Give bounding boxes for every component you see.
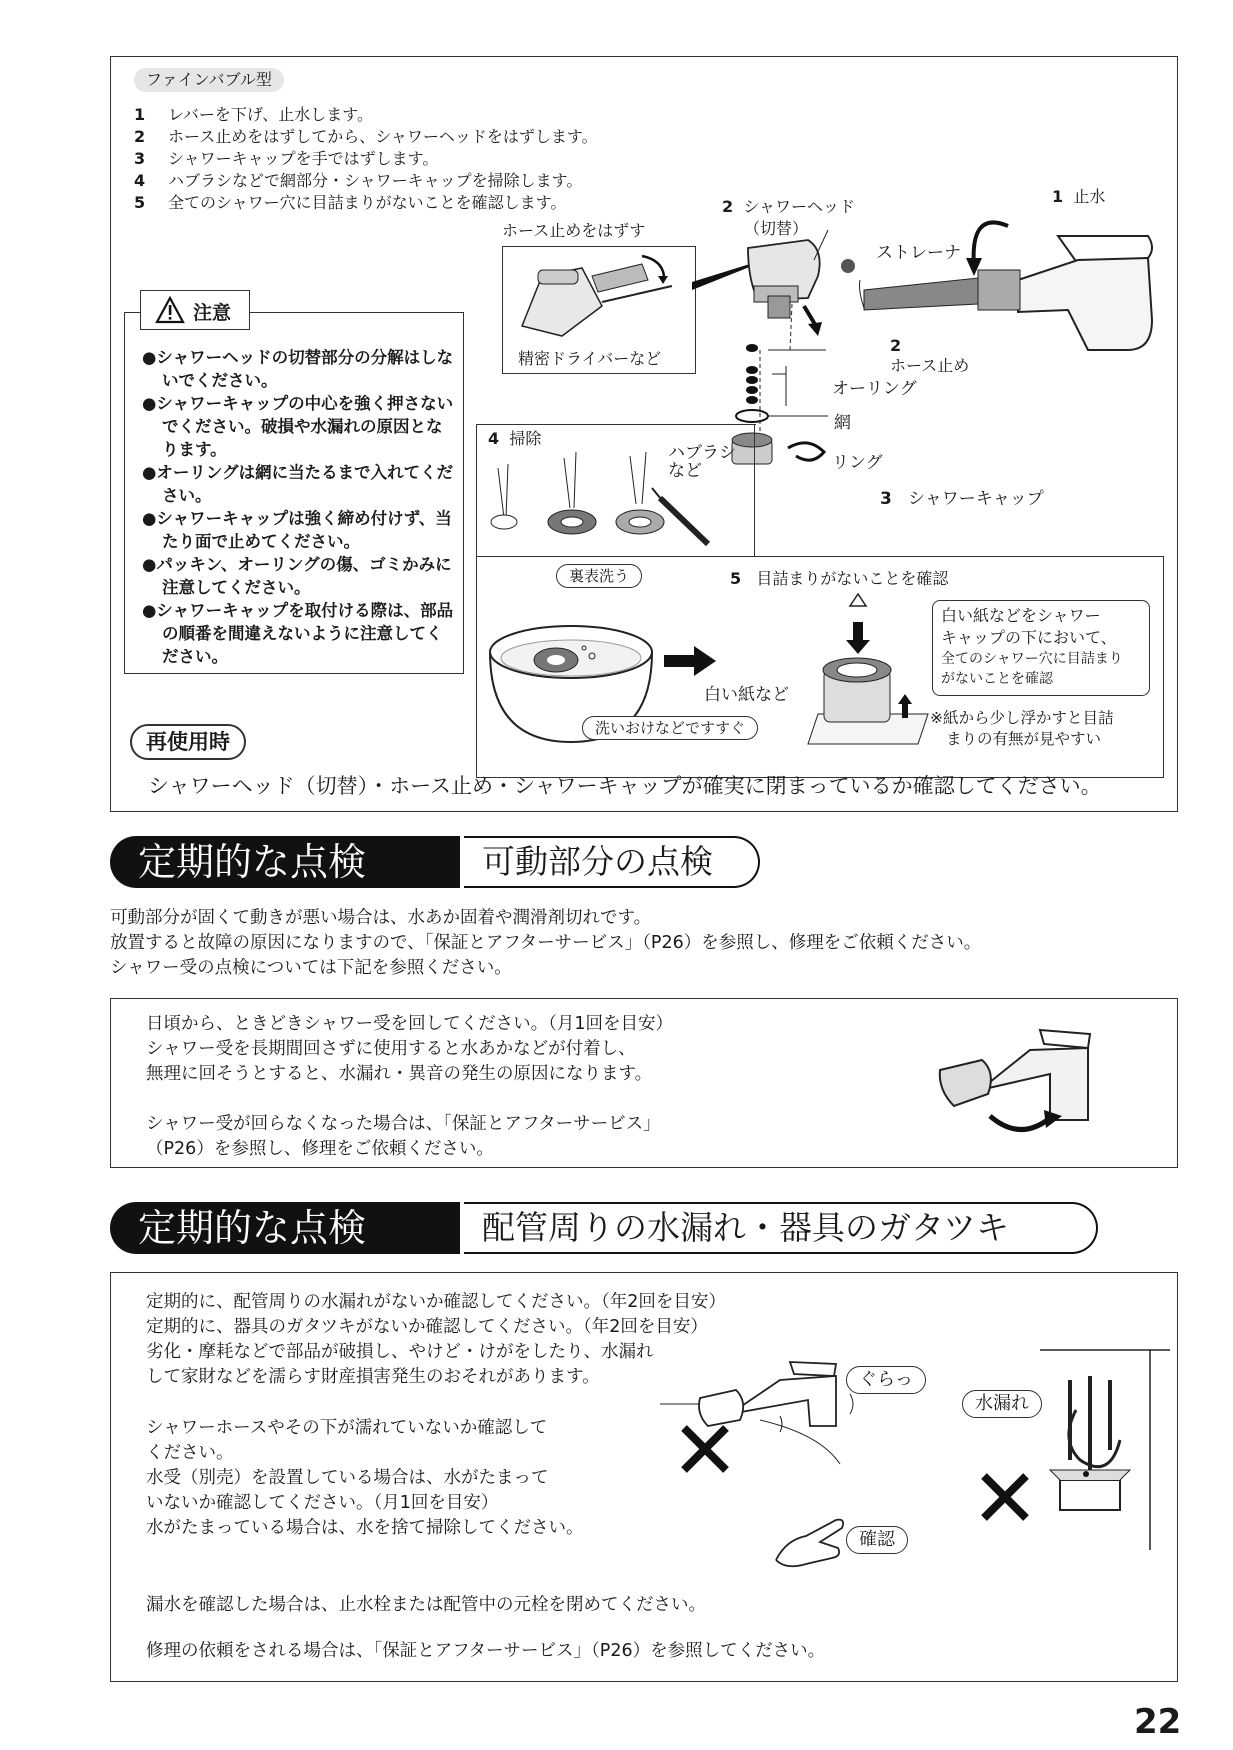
warning-icon xyxy=(155,296,185,324)
piping-line: 定期的に、器具のガタツキがないか確認してください。（年2回を目安） xyxy=(146,1317,708,1337)
intro-line: 放置すると故障の原因になりますので、「保証とアフターサービス」（P26）を参照し、修理をご依頼ください。 xyxy=(110,933,982,953)
page-number: 22 xyxy=(1134,1702,1182,1742)
x-mark-icon xyxy=(980,1472,1030,1522)
leak-action-text: 漏水を確認した場合は、止水栓または配管中の元栓を閉めてください。 xyxy=(146,1595,706,1615)
piping-line: シャワーホースやその下が濡れていないか確認して xyxy=(146,1418,548,1438)
intro-line: シャワー受の点検については下記を参照ください。 xyxy=(110,958,512,978)
section-piping-subtitle: 配管周りの水漏れ・器具のガタツキ xyxy=(464,1202,1098,1254)
wash-both-tag: 裏表洗う xyxy=(556,564,642,588)
driver-label: 精密ドライバーなど xyxy=(518,349,662,368)
piping-line: 水がたまっている場合は、水を捨て掃除してください。 xyxy=(146,1518,584,1538)
step-item: 1 レバーを下げ、止水します。 xyxy=(134,105,373,124)
piping-line: 定期的に、配管周りの水漏れがないか確認してください。（年2回を目安） xyxy=(146,1292,726,1312)
ring-label: リング xyxy=(832,453,883,473)
piping-line: ください。 xyxy=(146,1443,234,1463)
clean-step-label: 4 掃除 xyxy=(488,429,542,448)
white-paper-label: 白い紙など xyxy=(704,685,789,705)
receiver-line: シャワー受が回らなくなった場合は、「保証とアフターサービス」 xyxy=(146,1114,661,1134)
receiver-line: シャワー受を長期間回さずに使用すると水あかなどが付着し、 xyxy=(146,1039,636,1059)
cleaning-inset-right-edge xyxy=(754,424,755,556)
hose-remove-label: ホース止めをはずす xyxy=(502,221,646,240)
leak-tag: 水漏れ xyxy=(962,1390,1042,1418)
shower-receiver-text xyxy=(146,1012,673,1162)
paper-note-line: がないことを確認 xyxy=(941,671,1053,687)
cleaning-illustration xyxy=(484,448,714,558)
section-piping-header xyxy=(110,1202,1098,1254)
intro-line: 可動部分が固くて動きが悪い場合は、水あか固着や潤滑剤切れです。 xyxy=(110,908,652,928)
faucet-exploded-illustration xyxy=(768,200,1158,500)
hose-stop-label: 2 ホース止め xyxy=(890,336,970,375)
step-item: 5 全てのシャワー穴に目詰まりがないことを確認します。 xyxy=(134,193,567,212)
section-moving-title: 定期的な点検 xyxy=(110,836,460,888)
float-note-line: ※紙から少し浮かすと目詰 xyxy=(930,709,1114,727)
paper-note-line: 白い紙などをシャワー xyxy=(941,606,1101,625)
net-label: 網 xyxy=(834,413,851,433)
fine-bubble-tag: ファインバブル型 xyxy=(134,68,284,92)
diagram-step-1: 1 止水 xyxy=(1052,187,1106,206)
section-moving-subtitle: 可動部分の点検 xyxy=(464,836,760,888)
rotate-faucet-illustration xyxy=(940,1020,1090,1150)
x-mark-icon xyxy=(680,1424,730,1474)
arrow-right-icon xyxy=(664,646,716,676)
cap-on-paper-illustration xyxy=(788,594,938,744)
receiver-line: 日頃から、ときどきシャワー受を回してください。（月1回を目安） xyxy=(146,1014,674,1034)
receiver-line: （P26）を参照し、修理をご依頼ください。 xyxy=(146,1139,494,1159)
caution-item: ●シャワーヘッドの切替部分の分解はしないでください。 xyxy=(142,348,454,390)
repair-text: 修理の依頼をされる場合は、「保証とアフターサービス」（P26）を参照してください。 xyxy=(146,1641,826,1661)
pointing-hand-icon xyxy=(776,1500,856,1570)
check-tag: 確認 xyxy=(846,1526,908,1554)
check-step-label: 5 目詰まりがないことを確認 xyxy=(730,569,949,588)
piping-text-a xyxy=(146,1290,726,1390)
caution-item: ●パッキン、オーリングの傷、ゴミかみに注意してください。 xyxy=(142,555,452,597)
float-note xyxy=(930,708,1114,750)
rinse-tag: 洗いおけなどですすぐ xyxy=(582,716,758,740)
strainer-label: ストレーナ xyxy=(876,243,961,263)
caution-title: 注意 xyxy=(193,302,232,324)
paper-note-line: キャップの下において、 xyxy=(941,628,1117,647)
caution-item: ●シャワーキャップは強く締め付けず、当たり面で止めてください。 xyxy=(142,509,452,551)
caution-item: ●オーリングは網に当たるまで入れてください。 xyxy=(142,463,454,505)
piping-text-b xyxy=(146,1416,584,1541)
receiver-line: 無理に回そうとすると、水漏れ・異音の発生の原因になります。 xyxy=(146,1064,653,1084)
brush-label: ハブラシ など xyxy=(668,443,736,481)
reuse-text: シャワーヘッド（切替）・ホース止め・シャワーキャップが確実に閉まっているか確認してください。 xyxy=(148,774,1102,798)
float-note-line: まりの有無が見やすい xyxy=(946,730,1102,748)
step-item: 4 ハブラシなどで網部分・シャワーキャップを掃除します。 xyxy=(134,171,583,190)
step-list xyxy=(134,104,598,214)
section-piping-title: 定期的な点検 xyxy=(110,1202,460,1254)
leak-pipes-illustration xyxy=(1040,1350,1170,1550)
piping-line: 水受（別売）を設置している場合は、水がたまって xyxy=(146,1468,549,1488)
piping-line: 劣化・摩耗などで部品が破損し、やけど・けがをしたり、水漏れ xyxy=(146,1342,654,1362)
step-item: 3 シャワーキャップを手ではずします。 xyxy=(134,149,439,168)
step-item: 2 ホース止めをはずしてから、シャワーヘッドをはずします。 xyxy=(134,127,598,146)
caution-list xyxy=(142,346,454,668)
wobble-tag: ぐらっ xyxy=(846,1366,926,1394)
piping-line: いないか確認してください。（月1回を目安） xyxy=(146,1493,499,1513)
reuse-tag: 再使用時 xyxy=(130,724,246,760)
caution-header xyxy=(140,290,250,330)
paper-note-box xyxy=(932,600,1150,696)
paper-note-line: 全てのシャワー穴に目詰まり xyxy=(941,651,1123,667)
section-moving-intro xyxy=(110,906,981,981)
diagram-step-2: 2 シャワーヘッド xyxy=(722,197,855,216)
diagram-step-3: 3 シャワーキャップ xyxy=(880,489,1044,509)
caution-item: ●シャワーキャップを取付ける際は、部品の順番を間違えないように注意してください。 xyxy=(142,601,454,666)
shower-head-sub: （切替） xyxy=(744,219,809,238)
piping-line: して家財などを濡らす財産損害発生のおそれがあります。 xyxy=(146,1367,600,1387)
caution-item: ●シャワーキャップの中心を強く押さないでください。破損や水漏れの原因となります。 xyxy=(142,394,454,459)
section-moving-header xyxy=(110,836,760,888)
oring-label: オーリング xyxy=(832,379,917,399)
receiver-line xyxy=(146,1087,673,1112)
